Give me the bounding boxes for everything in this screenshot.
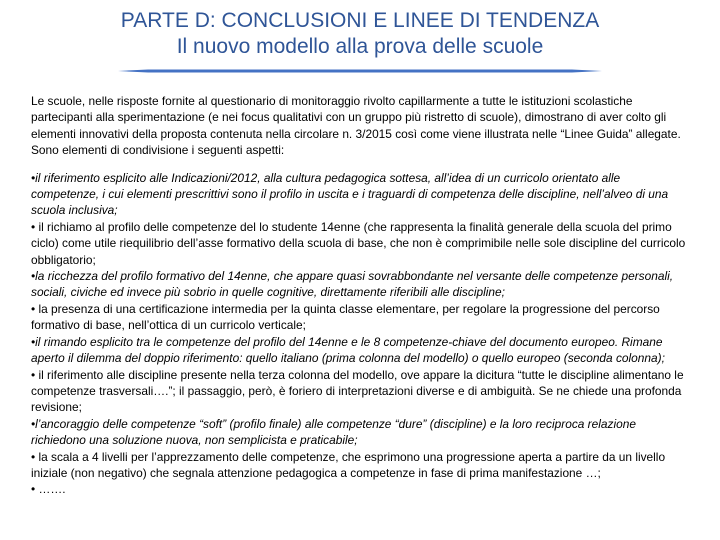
title-line-1: PARTE D: CONCLUSIONI E LINEE DI TENDENZA bbox=[120, 9, 600, 32]
intro-paragraph: Le scuole, nelle risposte fornite al questionario di monitoraggio rivolto capillarmente a tutte le istituzioni scolastiche partecipanti alla sperimentazione (e nei focus qualitativi con un gruppo più ristretto di scuole), dimostrano di aver colto gli elementi innovativi della proposta contenuta nella circolare n. 3/2015 così come viene illustrata nelle “Linee Guida” allegate. Sono elementi di condivisione i seguenti aspetti: bbox=[31, 94, 681, 158]
bullet-list bbox=[31, 170, 691, 498]
bullet-item: •il rimando esplicito tra le competenze del profilo del 14enne e le 8 competenze-chiave del documento europeo. Rimane aperto il dilemma del doppio riferimento: quello italiano (prima colonna del modello) o quello europeo (seconda colonna); bbox=[31, 334, 665, 366]
bullet-item: •l’ancoraggio delle competenze “soft” (profilo finale) alle competenze “dure” (discipline) e la loro reciproca relazione richiedono una soluzione nuova, non semplicista e praticabile; bbox=[31, 416, 636, 448]
bullet-item: •la ricchezza del profilo formativo del 14enne, che appare quasi sovrabbondante nel versante delle competenze personali, sociali, civiche ed invece più sobrio in quelle cognitive, direttamente riferibili alle discipline; bbox=[31, 269, 674, 300]
title-line-2: Il nuovo modello alla prova delle scuole bbox=[176, 35, 544, 58]
bullet-item: • la scala a 4 livelli per l’apprezzamento delle competenze, che esprimono una progressione aperta a partire da un livello iniziale (non negativo) che segnala attenzione pedagogica a competenze in fase di prima manifestazione …; bbox=[31, 449, 666, 480]
bullet-item: • ……. bbox=[31, 482, 66, 497]
bullet-item: • il richiamo al profilo delle competenze del lo studente 14enne (che rappresenta la finalità generale della scuola del primo ciclo) come utile riequilibrio dell’asse formativo della scuola di base, che non è comprimibile nelle sole discipline del curricolo obbligatorio; bbox=[31, 219, 686, 267]
title-underline bbox=[118, 68, 602, 74]
bullet-item: • la presenza di una certificazione intermedia per la quinta classe elementare, per regolare la progressione del percorso formativo di base, nell’ottica di un curricolo verticale; bbox=[31, 301, 660, 333]
slide-title bbox=[0, 8, 720, 60]
bullet-item: • il riferimento alle discipline presente nella terza colonna del modello, ove appare la dicitura “tutte le discipline alimentano le competenze trasversali….”; il passaggio, però, è foriero di interpretazioni diverse e di ambiguità. Se ne chiede una profonda revisione; bbox=[31, 367, 684, 415]
bullet-item: •il riferimento esplicito alle Indicazioni/2012, alla cultura pedagogica sottesa, all’idea di un curricolo orientato alle competenze, i cui elementi prescrittivi sono il profilo in uscita e i traguardi di competenza delle discipline, nell’alveo di una scuola inclusiva; bbox=[31, 170, 669, 218]
body-text bbox=[31, 93, 691, 498]
